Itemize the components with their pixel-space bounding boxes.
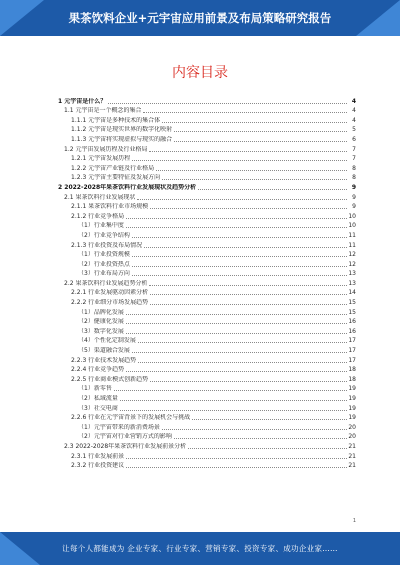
- page-number: 1: [352, 518, 356, 524]
- toc-dot-leader: [132, 256, 347, 257]
- toc-entry-label: （5）渠道融合发展: [78, 347, 130, 355]
- toc-entry-label: 2.2 果茶饮料行业发展趋势分析: [64, 279, 148, 287]
- toc-dot-leader: [132, 237, 347, 238]
- toc-entry-page: 12: [348, 251, 356, 259]
- toc-dot-leader: [126, 227, 347, 228]
- toc-entry-label: 2.3 2022-2028年果茶饮料行业发展前景分析: [64, 442, 187, 450]
- toc-entry[interactable]: [58, 460, 356, 470]
- toc-entry-page: 13: [348, 279, 356, 287]
- toc-entry-label: 2.1.1 果茶饮料行业市场规模: [71, 203, 149, 211]
- toc-entry-page: 9: [352, 203, 356, 211]
- toc-entry-page: 16: [348, 327, 356, 335]
- toc-entry-page: 17: [348, 356, 356, 364]
- toc-entry-page: 19: [348, 385, 356, 393]
- toc-entry[interactable]: [58, 306, 356, 316]
- toc-entry-page: 21: [348, 442, 356, 450]
- toc-entry[interactable]: [58, 268, 356, 278]
- toc-entry[interactable]: [58, 392, 356, 402]
- toc-entry[interactable]: [58, 239, 356, 249]
- toc-dot-leader: [137, 199, 347, 200]
- page-header: [0, 0, 400, 36]
- toc-entry-page: 21: [348, 462, 356, 470]
- toc-entry[interactable]: [58, 143, 356, 153]
- toc-entry[interactable]: [58, 201, 356, 211]
- toc-dot-leader: [126, 323, 347, 324]
- toc-entry[interactable]: [58, 287, 356, 297]
- toc-entry[interactable]: [58, 133, 356, 143]
- toc-entry-label: 1.2.1 元宇宙发展历程: [71, 155, 131, 163]
- toc-dot-leader: [150, 208, 347, 209]
- toc-entry-label: （3）行业布局方向: [78, 270, 130, 278]
- toc-entry[interactable]: [58, 450, 356, 460]
- toc-entry-label: 1 元宇宙是什么？: [58, 97, 107, 105]
- toc-entry[interactable]: [58, 316, 356, 326]
- toc-dot-leader: [126, 371, 347, 372]
- toc-entry-page: 11: [348, 241, 356, 249]
- toc-entry-label: （1）行业投资规模: [78, 251, 130, 259]
- toc-entry-label: （1）品牌化发展: [78, 308, 124, 316]
- toc-entry[interactable]: [58, 172, 356, 182]
- toc-dot-leader: [174, 131, 347, 132]
- toc-entry-label: 1.2.3 元宇宙主要特征及发展方向: [71, 174, 161, 182]
- toc-dot-leader: [174, 438, 347, 439]
- toc-dot-leader: [108, 103, 347, 104]
- toc-entry-page: 6: [352, 135, 356, 143]
- toc-dot-leader: [162, 122, 347, 123]
- toc-entry-page: 7: [352, 145, 356, 153]
- toc-entry-page: 17: [348, 337, 356, 345]
- toc-entry-label: 2.2.3 行业技术发展趋势: [71, 356, 137, 364]
- toc-entry[interactable]: [58, 383, 356, 393]
- toc-entry[interactable]: [58, 191, 356, 201]
- toc-entry-page: 16: [348, 318, 356, 326]
- toc-entry[interactable]: [58, 181, 356, 191]
- toc-entry-page: 9: [351, 183, 356, 191]
- toc-entry[interactable]: [58, 373, 356, 383]
- toc-entry-label: 2.2.4 行业竞争趋势: [71, 366, 125, 374]
- toc-dot-leader: [138, 342, 347, 343]
- toc-entry-label: （2）元宇宙对行业营销方式的影响: [78, 433, 172, 441]
- toc-entry-page: 19: [348, 404, 356, 412]
- toc-entry[interactable]: [58, 114, 356, 124]
- toc-entry[interactable]: [58, 402, 356, 412]
- toc-dot-leader: [192, 419, 347, 420]
- toc-entry[interactable]: [58, 335, 356, 345]
- toc-entry-page: 19: [348, 395, 356, 402]
- toc-entry-label: 1.1.2 元宇宙是现实世界的数字化映射: [71, 126, 173, 134]
- toc-entry-page: 4: [352, 107, 356, 115]
- toc-dot-leader: [144, 247, 347, 248]
- toc-entry[interactable]: [58, 210, 356, 220]
- toc-entry-page: 15: [348, 299, 356, 307]
- toc-dot-leader: [174, 141, 347, 142]
- toc-entry-page: 17: [348, 347, 356, 355]
- toc-entry-page: 14: [348, 289, 356, 297]
- toc-dot-leader: [132, 275, 347, 276]
- toc-entry-label: 1.2.2 元宇宙产业链及行业格局: [71, 164, 155, 172]
- footer-slogan: 让每个人都能成为 企业专家、行业专家、营销专家、投资专家、成功企业家……: [62, 544, 338, 553]
- toc-entry-label: （1）元宇宙带来的新消费场景: [78, 423, 160, 431]
- toc-dot-leader: [132, 160, 347, 161]
- toc-dot-leader: [126, 458, 347, 459]
- toc-entry[interactable]: [58, 95, 356, 105]
- toc-entry-label: 2.2.1 行业发展驱动因素分析: [71, 289, 149, 297]
- toc-entry[interactable]: [58, 296, 356, 306]
- toc-entry-label: 1.1.1 元宇宙是多种技术的集合体: [71, 116, 161, 124]
- toc-entry-label: （2）健康化发展: [78, 318, 124, 326]
- toc-dot-leader: [150, 294, 347, 295]
- toc-entry-page: 8: [352, 164, 356, 172]
- toc-entry-label: （2）私域流量: [78, 395, 118, 402]
- toc-entry-page: 21: [348, 452, 356, 460]
- toc-entry-page: 10: [348, 212, 356, 220]
- toc-dot-leader: [150, 304, 347, 305]
- toc-entry-page: 18: [348, 375, 356, 383]
- toc-entry[interactable]: [58, 162, 356, 172]
- toc-entry[interactable]: [58, 220, 356, 230]
- toc-entry-label: 1.1.3 元宇宙将实现虚拟与现实的融合: [71, 135, 173, 143]
- toc-entry-label: （2）行业竞争结构: [78, 231, 130, 239]
- toc-dot-leader: [126, 314, 347, 315]
- toc-entry[interactable]: [58, 105, 356, 115]
- toc-entry-page: 7: [352, 155, 356, 163]
- toc-entry-page: 13: [348, 270, 356, 278]
- toc-entry-page: 18: [348, 366, 356, 374]
- toc-entry-label: 2.1.3 行业投资及布局情况: [71, 241, 143, 249]
- toc-entry[interactable]: [58, 229, 356, 239]
- toc-entry-page: 20: [348, 433, 356, 441]
- toc-dot-leader: [114, 390, 347, 391]
- table-of-contents: [58, 95, 356, 469]
- toc-entry-label: 2.2.6 行业在元宇宙背景下的发展机会与挑战: [71, 414, 191, 422]
- toc-dot-leader: [188, 448, 347, 449]
- toc-entry-label: （3）社交电商: [78, 404, 118, 412]
- toc-dot-leader: [126, 333, 347, 334]
- toc-entry-label: 2 2022-2028年果茶饮料行业发展现状及趋势分析: [58, 183, 197, 191]
- toc-dot-leader: [198, 189, 347, 190]
- toc-entry[interactable]: [58, 431, 356, 441]
- toc-entry-page: 10: [348, 222, 356, 230]
- toc-entry[interactable]: [58, 277, 356, 287]
- toc-entry[interactable]: [58, 412, 356, 422]
- toc-dot-leader: [150, 381, 347, 382]
- toc-entry[interactable]: [58, 258, 356, 268]
- toc-entry[interactable]: [58, 124, 356, 134]
- toc-entry-page: 5: [352, 126, 356, 134]
- toc-dot-leader: [143, 112, 347, 113]
- toc-entry-page: 4: [352, 116, 356, 124]
- toc-entry-label: （1）行业集中度: [78, 222, 124, 230]
- toc-entry-label: 2.2.5 行业商业模式创新趋势: [71, 375, 149, 383]
- toc-entry-label: 2.2.2 行业细分市场发展趋势: [71, 299, 149, 307]
- toc-dot-leader: [138, 362, 347, 363]
- toc-dot-leader: [149, 285, 347, 286]
- toc-dot-leader: [120, 410, 347, 411]
- toc-entry[interactable]: [58, 354, 356, 364]
- toc-entry[interactable]: [58, 325, 356, 335]
- toc-entry[interactable]: [58, 249, 356, 259]
- toc-entry-page: 19: [348, 414, 356, 422]
- toc-heading: 内容目录: [172, 65, 228, 81]
- toc-entry-page: 4: [351, 97, 356, 105]
- toc-entry-label: 2.3.2 行业投资建议: [71, 462, 125, 470]
- toc-entry-page: 8: [352, 174, 356, 182]
- toc-entry-page: 15: [348, 308, 356, 316]
- toc-entry-page: 20: [348, 423, 356, 431]
- toc-entry[interactable]: [58, 440, 356, 450]
- report-title: 果茶饮料企业+元宇宙应用前景及布局策略研究报告: [68, 11, 332, 25]
- toc-entry-page: 9: [352, 193, 356, 201]
- toc-entry[interactable]: [58, 364, 356, 374]
- toc-entry-label: 2.1.2 行业竞争格局: [71, 212, 125, 220]
- toc-dot-leader: [120, 400, 347, 401]
- toc-dot-leader: [126, 218, 347, 219]
- toc-entry-label: （4）个性化定制发展: [78, 337, 136, 345]
- toc-entry-label: 2.3.1 行业发展前景: [71, 452, 125, 460]
- toc-dot-leader: [162, 429, 347, 430]
- toc-dot-leader: [132, 352, 347, 353]
- toc-dot-leader: [126, 467, 347, 468]
- toc-entry-label: 1.2 元宇宙发展历程及行业格局: [64, 145, 148, 153]
- toc-entry-label: （2）行业投资热点: [78, 260, 130, 268]
- toc-dot-leader: [132, 266, 347, 267]
- toc-entry[interactable]: [58, 421, 356, 431]
- toc-entry-page: 12: [348, 260, 356, 268]
- toc-entry-label: 1.1 元宇宙是一个概念的集合: [64, 107, 142, 115]
- toc-dot-leader: [156, 170, 347, 171]
- toc-dot-leader: [162, 179, 347, 180]
- page-footer: [0, 532, 400, 565]
- toc-entry-label: （3）数字化发展: [78, 327, 124, 335]
- toc-entry-label: 2.1 果茶饮料行业发展现状: [64, 193, 136, 201]
- toc-dot-leader: [149, 151, 347, 152]
- toc-entry-label: （1）新零售: [78, 385, 112, 393]
- toc-entry[interactable]: [58, 153, 356, 163]
- toc-entry[interactable]: [58, 344, 356, 354]
- toc-entry-page: 11: [348, 231, 356, 239]
